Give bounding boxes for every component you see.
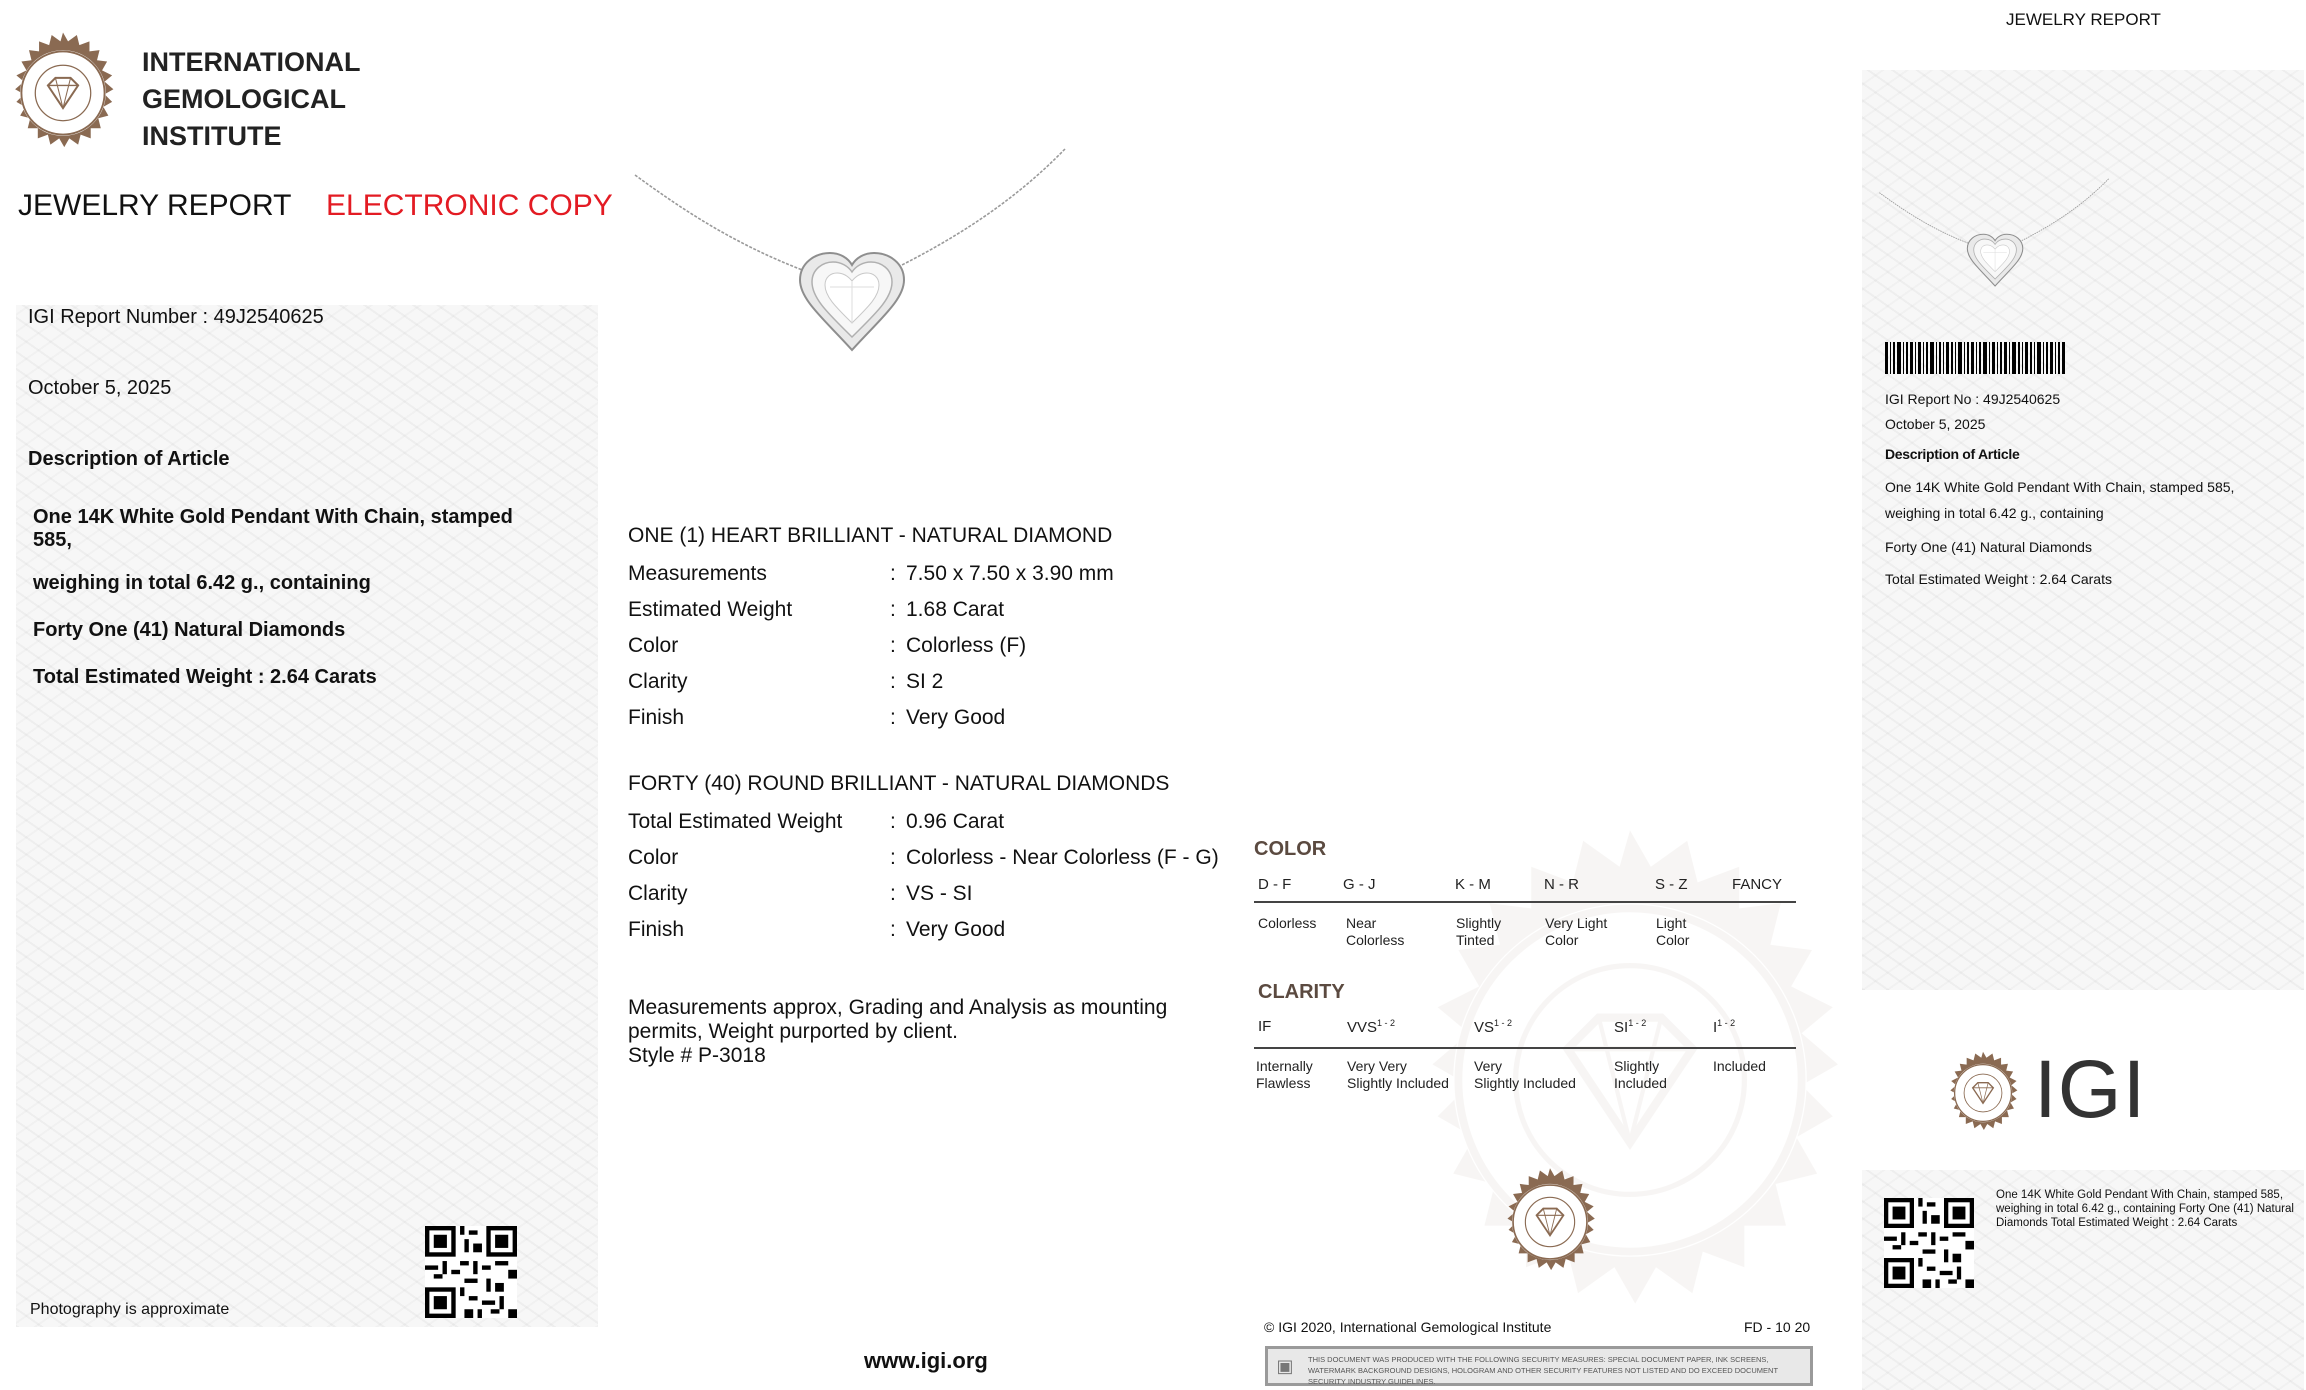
spec-colon: :: [890, 598, 896, 621]
clarity-grade: [1713, 1018, 1735, 1036]
description-line: weighing in total 6.42 g., containing: [33, 572, 371, 594]
security-notice-box: [1265, 1346, 1813, 1386]
color-description: [1456, 915, 1501, 949]
photo-note: Photography is approximate: [30, 1301, 230, 1318]
right-report-number: IGI Report No : 49J2540625: [1885, 391, 2061, 407]
org-name-line: INTERNATIONAL: [142, 47, 361, 77]
clarity-description-line: Very Very: [1347, 1058, 1407, 1074]
color-grade: S - Z: [1655, 876, 1688, 893]
comments: [628, 996, 1167, 1068]
color-description-line: Near: [1346, 915, 1377, 931]
spec-value: 7.50 x 7.50 x 3.90 mm: [906, 562, 1114, 585]
spec-label: Color: [628, 634, 679, 657]
clarity-grade-base: IF: [1258, 1018, 1272, 1035]
clarity-grade-sup: 1 - 2: [1717, 1018, 1736, 1028]
clarity-description: [1256, 1058, 1313, 1092]
spec-label: Total Estimated Weight: [628, 810, 843, 833]
spec-row: [628, 562, 1228, 592]
org-name: [142, 44, 360, 155]
spec-row: [628, 810, 1228, 840]
clarity-description-line: Slightly: [1614, 1058, 1660, 1074]
clarity-description-line: Included: [1614, 1075, 1667, 1091]
spec-label: Clarity: [628, 670, 688, 693]
qr-code-icon: [425, 1226, 517, 1318]
right-description-line: weighing in total 6.42 g., containing: [1885, 505, 2104, 521]
copyright: © IGI 2020, International Gemological Institute: [1264, 1319, 1552, 1335]
color-grade: K - M: [1455, 876, 1491, 893]
spec-label: Finish: [628, 918, 685, 941]
org-name-line: GEMOLOGICAL: [142, 84, 346, 114]
spec-label: Measurements: [628, 562, 767, 585]
color-description-line: Color: [1656, 932, 1690, 948]
spec-colon: :: [890, 670, 896, 693]
igi-seal-icon: [0, 30, 126, 156]
color-description-line: Very Light: [1545, 915, 1608, 931]
barcode-icon: [1885, 342, 2065, 374]
website-link[interactable]: www.igi.org: [864, 1348, 988, 1373]
spec-value: Very Good: [906, 918, 1006, 941]
spec-row: [628, 670, 1228, 700]
clarity-grade-base: VVS: [1347, 1019, 1378, 1036]
color-description: [1258, 915, 1316, 932]
color-description-line: Slightly: [1456, 915, 1502, 931]
pendant-necklace-image: [630, 95, 1070, 395]
color-grade: FANCY: [1732, 876, 1783, 893]
right-report-date: October 5, 2025: [1885, 416, 1986, 432]
clarity-grade: [1347, 1018, 1395, 1036]
color-description: [1656, 915, 1689, 949]
color-description: [1346, 915, 1404, 949]
clarity-description-line: Very: [1474, 1058, 1503, 1074]
report-number: IGI Report Number : 49J2540625: [28, 306, 324, 328]
comment-line: permits, Weight purported by client.: [628, 1020, 958, 1043]
spec-label: Color: [628, 846, 679, 869]
comment-line: Measurements approx, Grading and Analysis as mounting: [628, 996, 1168, 1019]
electronic-copy-label: ELECTRONIC COPY: [326, 189, 613, 222]
spec-label: Finish: [628, 706, 685, 729]
color-description: [1545, 915, 1607, 949]
lock-icon: ▣: [1276, 1356, 1294, 1376]
security-notice-text: THIS DOCUMENT WAS PRODUCED WITH THE FOLLOWING SECURITY MEASURES: SPECIAL DOCUMENT PAPER, INK SCREENS, WATERMARK BACKGROUND DESIGNS, HOLOGRAM AND OTHER SECURITY FEATURES NOT LISTED AND DO EXCEED DOCUMENT SECURITY INDUSTRY GUIDELINES.: [1308, 1355, 1778, 1386]
section1-title: ONE (1) HEART BRILLIANT - NATURAL DIAMOND: [628, 524, 1113, 547]
description-line: Total Estimated Weight : 2.64 Carats: [33, 666, 377, 688]
right-description-line: Forty One (41) Natural Diamonds: [1885, 539, 2092, 555]
clarity-description: [1713, 1058, 1766, 1075]
clarity-grade-sup: 1 - 2: [1494, 1018, 1513, 1028]
clarity-grade: [1474, 1018, 1512, 1036]
form-code: FD - 10 20: [1744, 1319, 1811, 1335]
clarity-description-line: Internally: [1256, 1058, 1313, 1074]
spec-value: 0.96 Carat: [906, 810, 1005, 833]
spec-label: Clarity: [628, 882, 688, 905]
color-description-line: Colorless: [1258, 915, 1317, 931]
color-grade: D - F: [1258, 876, 1292, 893]
org-name-line: INSTITUTE: [142, 121, 282, 151]
spec-value: SI 2: [906, 670, 944, 693]
description-heading: Description of Article: [28, 448, 230, 470]
clarity-scale-divider: [1254, 1047, 1796, 1049]
spec-value: 1.68 Carat: [906, 598, 1005, 621]
clarity-grade-base: VS: [1474, 1019, 1495, 1036]
igi-logo-text: IGI: [2034, 1044, 2147, 1135]
clarity-grade: [1614, 1018, 1646, 1036]
report-date: October 5, 2025: [28, 377, 172, 399]
clarity-description: [1347, 1058, 1449, 1092]
spec-value: Colorless (F): [906, 634, 1027, 657]
right-description-heading: Description of Article: [1885, 446, 2020, 462]
report-type-title: JEWELRY REPORT: [18, 189, 292, 222]
spec-colon: :: [890, 918, 896, 941]
spec-colon: :: [890, 810, 896, 833]
pendant-necklace-image: [1876, 150, 2112, 310]
color-scale-title: COLOR: [1254, 838, 1327, 860]
clarity-grade-sup: 1 - 2: [1628, 1018, 1647, 1028]
spec-colon: :: [890, 706, 896, 729]
spec-row: [628, 634, 1228, 664]
right-description-line: Total Estimated Weight : 2.64 Carats: [1885, 571, 2112, 587]
spec-colon: :: [890, 562, 896, 585]
clarity-description: [1474, 1058, 1576, 1092]
qr-code-icon: [1884, 1198, 1974, 1288]
color-description-line: Color: [1545, 932, 1579, 948]
clarity-grade-base: SI: [1614, 1019, 1629, 1036]
spec-colon: :: [890, 846, 896, 869]
clarity-description-line: Flawless: [1256, 1075, 1311, 1091]
description-line: Forty One (41) Natural Diamonds: [33, 619, 346, 641]
clarity-description-line: Slightly Included: [1474, 1075, 1576, 1091]
igi-seal-icon: [1940, 1050, 2026, 1136]
spec-value: Very Good: [906, 706, 1006, 729]
spec-row: [628, 846, 1228, 876]
clarity-description-line: Slightly Included: [1347, 1075, 1449, 1091]
color-description-line: Colorless: [1346, 932, 1405, 948]
qr-caption: One 14K White Gold Pendant With Chain, stamped 585, weighing in total 6.42 g., containing Forty One (41) Natural Diamonds Total Estimated Weight : 2.64 Carats: [1996, 1189, 2294, 1229]
spec-value: Colorless - Near Colorless (F - G): [906, 846, 1219, 869]
clarity-grade: [1258, 1018, 1271, 1035]
clarity-description-line: Included: [1713, 1058, 1766, 1074]
section2-title: FORTY (40) ROUND BRILLIANT - NATURAL DIAMONDS: [628, 772, 1170, 795]
comment-line: Style # P-3018: [628, 1044, 766, 1067]
color-description-line: Tinted: [1456, 932, 1495, 948]
spec-label: Estimated Weight: [628, 598, 793, 621]
color-grade: N - R: [1544, 876, 1579, 893]
spec-row: [628, 918, 1228, 948]
right-description-line: One 14K White Gold Pendant With Chain, stamped 585,: [1885, 479, 2235, 495]
spec-colon: :: [890, 882, 896, 905]
description-line: One 14K White Gold Pendant With Chain, stamped 585,: [33, 506, 513, 551]
spec-row: [628, 882, 1228, 912]
clarity-grade-base: I: [1713, 1019, 1718, 1036]
top-right-label: JEWELRY REPORT: [2006, 10, 2161, 29]
spec-row: [628, 706, 1228, 736]
spec-row: [628, 598, 1228, 628]
clarity-scale-title: CLARITY: [1258, 981, 1345, 1003]
clarity-grade-sup: 1 - 2: [1377, 1018, 1396, 1028]
spec-value: VS - SI: [906, 882, 973, 905]
color-description-line: Light: [1656, 915, 1687, 931]
color-grade: G - J: [1343, 876, 1376, 893]
spec-colon: :: [890, 634, 896, 657]
color-scale-divider: [1254, 901, 1796, 903]
igi-seal-icon: [1494, 1166, 1606, 1278]
clarity-description: [1614, 1058, 1667, 1092]
